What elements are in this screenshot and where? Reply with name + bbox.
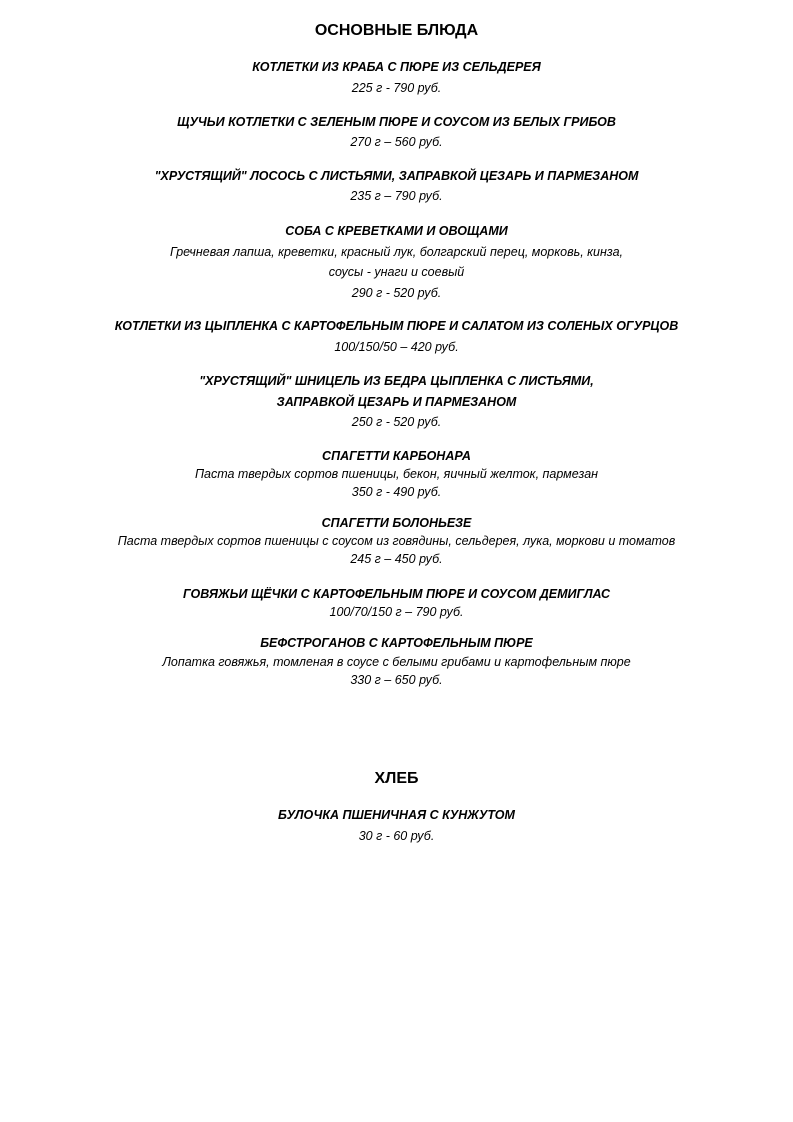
dish-price: 225 г - 790 руб.	[351, 81, 442, 95]
dish-name: "ХРУСТЯЩИЙ" ШНИЦЕЛЬ ИЗ БЕДРА ЦЫПЛЕНКА С ЛИСТЬЯМИ,	[199, 374, 594, 388]
dish-name: ЗАПРАВКОЙ ЦЕЗАРЬ И ПАРМЕЗАНОМ	[276, 395, 517, 409]
dish-name: ГОВЯЖЬИ ЩЁЧКИ С КАРТОФЕЛЬНЫМ ПЮРЕ И СОУСОМ ДЕМИГЛАС	[182, 587, 610, 601]
dish-description: соусы - унаги и соевый	[328, 265, 465, 279]
dish-description: Паста твердых сортов пшеницы, бекон, яичный желток, пармезан	[194, 467, 599, 481]
dish-description: Лопатка говяжья, томленая в соусе с белыми грибами и картофельным пюре	[162, 655, 631, 669]
dish-price: 330 г – 650 руб.	[350, 673, 443, 687]
dish-name: СПАГЕТТИ КАРБОНАРА	[322, 449, 471, 463]
dish-price: 290 г - 520 руб.	[351, 286, 442, 300]
dish-price: 245 г – 450 руб.	[350, 552, 443, 566]
dish-description: Паста твердых сортов пшеницы с соусом из говядины, сельдерея, лука, моркови и томатов	[117, 534, 676, 548]
dish-price: 30 г - 60 руб.	[358, 829, 435, 843]
dish-price: 270 г – 560 руб.	[350, 135, 443, 149]
dish-name: БЕФСТРОГАНОВ С КАРТОФЕЛЬНЫМ ПЮРЕ	[260, 636, 533, 650]
dish-name: СПАГЕТТИ БОЛОНЬЕЗЕ	[321, 516, 472, 530]
dish-name: "ХРУСТЯЩИЙ" ЛОСОСЬ С ЛИСТЬЯМИ, ЗАПРАВКОЙ ЦЕЗАРЬ И ПАРМЕЗАНОМ	[154, 169, 639, 183]
dish-price: 100/70/150 г – 790 руб.	[329, 605, 464, 619]
dish-description: Гречневая лапша, креветки, красный лук, болгарский перец, морковь, кинза,	[169, 245, 623, 259]
dish-name: КОТЛЕТКИ ИЗ КРАБА С ПЮРЕ ИЗ СЕЛЬДЕРЕЯ	[252, 60, 541, 74]
dish-name: ЩУЧЬИ КОТЛЕТКИ С ЗЕЛЕНЫМ ПЮРЕ И СОУСОМ ИЗ БЕЛЫХ ГРИБОВ	[177, 115, 616, 129]
dish-price: 100/150/50 – 420 руб.	[334, 340, 459, 354]
dish-price: 250 г - 520 руб.	[351, 415, 442, 429]
dish-price: 350 г - 490 руб.	[351, 485, 442, 499]
section-title: ХЛЕБ	[374, 770, 419, 787]
dish-name: БУЛОЧКА ПШЕНИЧНАЯ С КУНЖУТОМ	[278, 808, 515, 822]
dish-name: СОБА С КРЕВЕТКАМИ И ОВОЩАМИ	[285, 224, 508, 238]
dish-price: 235 г – 790 руб.	[350, 189, 443, 203]
dish-name: КОТЛЕТКИ ИЗ ЦЫПЛЕНКА С КАРТОФЕЛЬНЫМ ПЮРЕ И САЛАТОМ ИЗ СОЛЕНЫХ ОГУРЦОВ	[114, 319, 679, 333]
section-title: ОСНОВНЫЕ БЛЮДА	[314, 22, 479, 39]
